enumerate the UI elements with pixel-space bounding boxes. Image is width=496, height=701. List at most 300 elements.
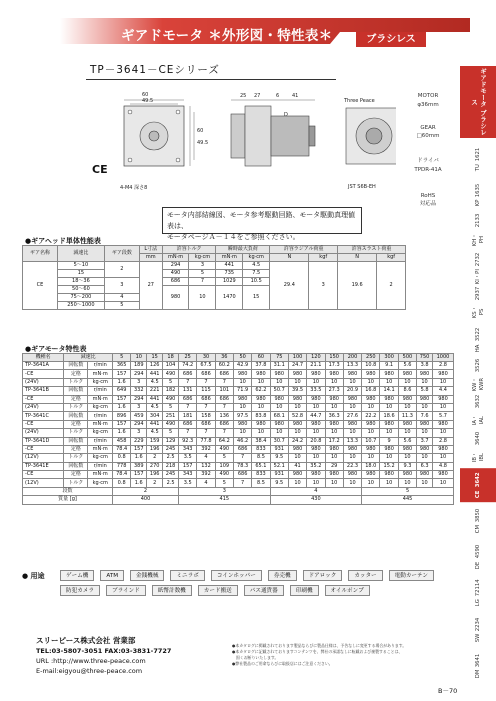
mt-value: 686 (179, 370, 197, 378)
mt-value: 10 (307, 479, 325, 487)
gh-tkg: 7 (189, 278, 216, 286)
gh-h-stage: ギア段数 (104, 246, 139, 262)
mt-value: 980 (433, 471, 454, 479)
gh-thrust-n: 19.6 (338, 262, 377, 310)
mt-row-label: トルク (64, 479, 88, 487)
mt-row-label: トルク (64, 454, 88, 462)
mt-row-label: 定格 (64, 445, 88, 453)
gh-u-kgf1: kgf (309, 254, 338, 262)
mt-masses-value: 400 (113, 496, 179, 504)
gh-tnm: 686 (162, 278, 189, 286)
mt-ratio: 75 (270, 354, 288, 362)
index-tabs (460, 66, 496, 681)
footer (36, 636, 171, 676)
mt-value: 980 (288, 445, 306, 453)
company-tel: TEL:03-5807-3051 FAX:03-3831-7727 (36, 647, 172, 655)
mt-value: 7 (215, 403, 233, 411)
mt-value: 42.9 (233, 362, 251, 370)
gh-u-n2: N (338, 254, 377, 262)
gh-tkg: 3 (189, 262, 216, 270)
tab-label: KP (475, 200, 481, 207)
tab-ib-ibl[interactable] (460, 432, 496, 466)
mt-value: 10 (252, 378, 270, 386)
mt-row-label: トルク (64, 378, 88, 386)
mt-value: 14.1 (380, 387, 398, 395)
mt-value: 52.8 (288, 412, 306, 420)
tab-ha[interactable] (460, 323, 496, 357)
gh-inm: 735 (216, 270, 243, 278)
page-title: ギアドモータ ＊外形図・特性表＊ (121, 28, 333, 44)
mt-value: 490 (215, 445, 233, 453)
mt-value: 980 (233, 370, 251, 378)
mt-value: 980 (325, 445, 343, 453)
mt-value: 980 (417, 370, 433, 378)
mt-value: 10 (288, 479, 306, 487)
reference-note (162, 207, 362, 241)
mt-value: 10 (362, 403, 380, 411)
mt-value: 17.3 (325, 362, 343, 370)
mt-value: 980 (433, 445, 454, 453)
mt-value: 10 (433, 429, 454, 437)
tab-header: ギアドモータ ブラシレス (460, 66, 496, 138)
mt-value: 490 (163, 395, 179, 403)
footnotes (232, 643, 457, 667)
mt-value: 980 (270, 370, 288, 378)
footnote: 固くお断りいたします。 (232, 655, 279, 660)
tab-cm[interactable] (460, 504, 496, 538)
use-chip: ゲーム機 (60, 570, 94, 581)
dim-b: 27 (254, 93, 261, 99)
tab-label: DM (475, 669, 481, 679)
tab-ce[interactable] (460, 468, 496, 502)
mt-value: 9.1 (380, 362, 398, 370)
mt-value: 101 (215, 387, 233, 395)
dim-d: 41 (292, 93, 299, 99)
mt-value: 60.2 (215, 362, 233, 370)
mt-value: 8.5 (252, 454, 270, 462)
mt-value: 37.8 (252, 362, 270, 370)
gh-ratio: 18～36 (57, 278, 104, 286)
note-line2: モータページＡ－１４をご参照ください。 (167, 233, 300, 241)
mt-value: 39.5 (288, 387, 306, 395)
tab-label: IA・IAL (472, 415, 485, 426)
mt-value: 62.2 (252, 387, 270, 395)
mt-value: 649 (113, 387, 131, 395)
mt-value: 181 (179, 412, 197, 420)
gh-ratio: 50～60 (57, 286, 104, 294)
tab-kp[interactable] (460, 178, 496, 212)
tab-lg[interactable] (460, 576, 496, 610)
mt-value: 10 (288, 378, 306, 386)
mt-value: 10 (433, 403, 454, 411)
mt-value: 980 (270, 395, 288, 403)
mt-value: 980 (307, 370, 325, 378)
header-banner (0, 10, 470, 46)
mt-value: 7 (197, 403, 215, 411)
mt-value: 126 (147, 362, 163, 370)
dim-c: 6 (276, 93, 280, 99)
gh-inm: 441 (216, 262, 243, 270)
rohs-line2: 対応品 (419, 201, 437, 207)
mt-value: 10 (270, 429, 288, 437)
dim-sq: 60 (197, 128, 204, 134)
mt-value: 9 (380, 437, 398, 445)
mt-value: 10 (252, 403, 270, 411)
mt-value: 980 (233, 395, 251, 403)
mt-row-unit: kg·cm (88, 378, 113, 386)
mt-value: 20.9 (343, 387, 361, 395)
mt-value: 7 (179, 378, 197, 386)
tab-label: LG (475, 599, 481, 607)
tab-ia-ial[interactable] (460, 395, 496, 429)
mt-value: 196 (147, 445, 163, 453)
mt-value: 129 (163, 437, 179, 445)
mt-value: 78.3 (233, 462, 251, 470)
tab-tu[interactable] (460, 142, 496, 176)
mt-value: 10 (343, 429, 361, 437)
mt-row-label: 回転数 (64, 437, 88, 445)
mt-value: 92.3 (179, 437, 197, 445)
maker-label: Three Peace (344, 98, 375, 104)
mt-masses-value: 445 (362, 496, 454, 504)
tab-label: SW (475, 633, 481, 643)
gh-ikg: 7.5 (243, 270, 270, 278)
mt-value: 78.4 (113, 471, 131, 479)
mt-value: 35.2 (307, 462, 325, 470)
mt-value: 10 (343, 479, 361, 487)
mt-value: 980 (288, 370, 306, 378)
mt-value: 980 (433, 395, 454, 403)
mt-value: 294 (131, 395, 147, 403)
mt-model-name: (12V) (23, 479, 64, 487)
mt-value: 3.5 (179, 479, 197, 487)
uses-title: ● 用途 (22, 572, 45, 580)
mt-value: 980 (288, 471, 306, 479)
gh-tkg: 10 (189, 286, 216, 310)
gh-ratio: 5～10 (57, 262, 104, 270)
drawing-svg (86, 92, 396, 194)
mt-value: 980 (362, 445, 380, 453)
mt-model-name: TP-3641E (23, 462, 64, 470)
mt-value: 5.6 (398, 437, 416, 445)
tab-label: KI・PI (475, 268, 481, 284)
mt-value: 159 (147, 437, 163, 445)
mt-ratio: 1000 (433, 354, 454, 362)
tab-page: 3850 (475, 508, 481, 523)
mt-value: 980 (417, 420, 433, 428)
tab-ks-ps[interactable] (460, 287, 496, 321)
mt-value: 10 (433, 479, 454, 487)
mt-value: 2.5 (163, 454, 179, 462)
mt-ratio: 150 (325, 354, 343, 362)
mt-value: 71.9 (233, 387, 251, 395)
mt-value: 1.6 (131, 479, 147, 487)
mt-value: 109 (215, 462, 233, 470)
mt-value: 64.2 (215, 437, 233, 445)
mt-value: 10 (325, 454, 343, 462)
mt-value: 980 (398, 445, 416, 453)
mt-value: 458 (113, 437, 131, 445)
mt-value: 10 (252, 429, 270, 437)
tab-page: 4590 (475, 545, 481, 559)
tab-label: KH・PH (472, 233, 485, 247)
mt-model-name: TP-3641C (23, 412, 64, 420)
mt-model-name: TP-3641D (23, 437, 64, 445)
mt-row-label: 定格 (64, 471, 88, 479)
gh-u-n1: N (270, 254, 309, 262)
mt-value: 10 (417, 429, 433, 437)
gh-h-radial: 許容ラジアル荷重 (270, 246, 338, 254)
mt-value: 10 (288, 429, 306, 437)
mt-value: 441 (147, 420, 163, 428)
use-chip: ブラインド (106, 585, 146, 596)
mt-value: 10 (417, 403, 433, 411)
mt-value: 17.2 (325, 437, 343, 445)
mt-value: 24.7 (288, 362, 306, 370)
mt-value: 332 (131, 387, 147, 395)
mt-value: 980 (307, 420, 325, 428)
mt-value: 980 (380, 445, 398, 453)
mt-value: 270 (147, 462, 163, 470)
mt-value: 980 (325, 395, 343, 403)
mt-value: 245 (163, 445, 179, 453)
mt-value: 980 (343, 420, 361, 428)
mt-value: 9.3 (398, 462, 416, 470)
outline-drawing (86, 92, 396, 194)
mt-value: 5 (215, 454, 233, 462)
tab-page: 3522 (475, 328, 481, 342)
mt-row-unit: r/min (88, 387, 113, 395)
mt-value: 65.1 (252, 462, 270, 470)
mt-row-unit: r/min (88, 362, 113, 370)
mt-model-name: -CE (23, 370, 64, 378)
mt-value: 10 (288, 454, 306, 462)
mt-value: 7 (233, 454, 251, 462)
mt-value: 27.6 (343, 412, 361, 420)
mt-value: 980 (398, 420, 416, 428)
mt-ratio: 120 (307, 354, 325, 362)
mt-value: 10 (398, 454, 416, 462)
use-chip: 電動カーテン (389, 570, 434, 581)
mt-ratio: 25 (179, 354, 197, 362)
footnote: ●弊社製品のご用命ならびに取扱店にはご注意ください。 (232, 661, 333, 666)
mt-value: 29 (325, 462, 343, 470)
mt-value: 980 (252, 420, 270, 428)
series-title: TP－3641－CEシリーズ (90, 64, 220, 76)
mt-value: 980 (343, 471, 361, 479)
mt-value: 686 (215, 370, 233, 378)
mt-value: 251 (163, 412, 179, 420)
mt-value: 980 (433, 370, 454, 378)
use-chip: 防犯カメラ (60, 585, 100, 596)
mt-value: 686 (197, 370, 215, 378)
mt-value: 1.6 (113, 378, 131, 386)
mt-stages-value: 5 (362, 487, 454, 495)
mt-value: 980 (343, 370, 361, 378)
mt-value: 980 (307, 445, 325, 453)
mt-value: 11.3 (398, 412, 416, 420)
use-chip: パス通貨器 (244, 585, 284, 596)
mt-value: 4.4 (433, 387, 454, 395)
mt-value: 980 (380, 471, 398, 479)
tab-de[interactable] (460, 540, 496, 574)
gh-stage: 2 (104, 262, 139, 278)
driver-title: ドライバ (417, 158, 439, 164)
dim-top1: 60 (142, 92, 149, 98)
mt-value: 343 (179, 445, 197, 453)
mt-ratio: 36 (215, 354, 233, 362)
tab-label: CM (475, 525, 481, 534)
gh-tnm: 490 (162, 270, 189, 278)
mt-row-label: トルク (64, 429, 88, 437)
gh-u-kg2: kg·cm (243, 254, 270, 262)
tab-sw[interactable] (460, 613, 496, 647)
mt-ratio: 30 (197, 354, 215, 362)
mt-value: 10 (433, 454, 454, 462)
mt-value: 157 (113, 395, 131, 403)
mt-value: 365 (113, 362, 131, 370)
mt-row-unit: r/min (88, 412, 113, 420)
mt-value: 10 (380, 403, 398, 411)
company-url[interactable]: URL :http://www.three-peace.com (36, 657, 146, 665)
gh-tkg: 5 (189, 270, 216, 278)
mt-ratio: 15 (147, 354, 163, 362)
mt-value: 68.1 (270, 412, 288, 420)
tab-kh-ph[interactable] (460, 214, 496, 248)
gearhead-title: ●ギアヘッド単体性能表 (25, 237, 101, 245)
mt-value: 5.8 (417, 387, 433, 395)
mt-value: 132 (197, 462, 215, 470)
mt-value: 13.3 (343, 437, 361, 445)
mt-value: 389 (131, 462, 147, 470)
mt-value: 686 (179, 420, 197, 428)
mt-value: 10 (398, 429, 416, 437)
mt-value: 16.8 (362, 387, 380, 395)
use-chip: 金銭機械 (130, 570, 164, 581)
mt-value: 980 (380, 420, 398, 428)
tab-ki-pi[interactable] (460, 251, 496, 285)
mt-value: 10 (233, 429, 251, 437)
gh-tnm: 294 (162, 262, 189, 270)
mt-model-name: -CE (23, 445, 64, 453)
mt-value: 20.8 (307, 437, 325, 445)
mt-value: 833 (252, 471, 270, 479)
mt-value: 931 (270, 445, 288, 453)
mt-value: 13.3 (343, 362, 361, 370)
dim-top2: 49.5 (142, 98, 154, 104)
dim-side1: 49.5 (197, 140, 209, 146)
mt-value: 2.5 (163, 479, 179, 487)
gh-h-instant: 瞬時最大負荷 (216, 246, 270, 254)
mt-value: 157 (131, 471, 147, 479)
mt-value: 22.2 (362, 412, 380, 420)
tab-page: 3632 (475, 395, 481, 409)
tab-page: 2133 (475, 214, 481, 228)
mt-value: 5 (163, 378, 179, 386)
mt-value: 980 (398, 370, 416, 378)
mt-value: 833 (252, 445, 270, 453)
tab-kw-kwr[interactable] (460, 359, 496, 393)
mt-ratio: 18 (163, 354, 179, 362)
mt-value: 980 (362, 395, 380, 403)
motor-title: MOTOR (417, 93, 439, 99)
mt-value: 189 (131, 362, 147, 370)
mt-value: 980 (398, 395, 416, 403)
mt-ratio: 10 (131, 354, 147, 362)
gh-radial-kgf: 3 (309, 262, 338, 310)
mt-value: 490 (215, 471, 233, 479)
mt-value: 980 (380, 395, 398, 403)
mt-value: 3.5 (179, 454, 197, 462)
mt-value: 931 (270, 471, 288, 479)
gear-title: GEAR (420, 125, 436, 131)
mt-value: 10 (362, 454, 380, 462)
mt-value: 7 (197, 429, 215, 437)
mt-value: 2.8 (433, 362, 454, 370)
mt-value: 980 (252, 395, 270, 403)
tab-page: 72114 (475, 580, 481, 597)
mt-value: 10 (233, 378, 251, 386)
mt-value: 7 (179, 429, 197, 437)
mt-stages-value: 4 (270, 487, 362, 495)
mt-value: 0.8 (113, 454, 131, 462)
use-chip: 紙幣計数機 (152, 585, 192, 596)
mt-value: 221 (147, 387, 163, 395)
use-chip: ドアロック (303, 570, 343, 581)
mt-value: 980 (325, 420, 343, 428)
mt-row-unit: mN·m (88, 445, 113, 453)
mt-value: 7.6 (417, 412, 433, 420)
tab-label: IB・IBL (472, 451, 485, 463)
mt-value: 294 (131, 420, 147, 428)
mt-ratio: 5 (113, 354, 131, 362)
mt-value: 490 (163, 420, 179, 428)
mt-value: 136 (215, 412, 233, 420)
mt-value: 104 (163, 362, 179, 370)
mt-value: 10 (325, 479, 343, 487)
tab-dm[interactable] (460, 649, 496, 683)
mt-value: 3.7 (417, 437, 433, 445)
tab-page: 2732 (475, 251, 481, 266)
mt-stages-value: 2 (113, 487, 179, 495)
mt-value: 896 (113, 412, 131, 420)
mt-value: 157 (131, 445, 147, 453)
mt-ratio: 60 (252, 354, 270, 362)
mt-value: 50.7 (270, 387, 288, 395)
mt-ratio: 50 (233, 354, 251, 362)
gh-inm: 1470 (216, 286, 243, 310)
mt-value: 5.7 (433, 412, 454, 420)
mt-value: 3.8 (417, 362, 433, 370)
mt-value: 304 (147, 412, 163, 420)
tab-page: 3641 (475, 653, 481, 667)
mt-value: 686 (215, 395, 233, 403)
gearhead-table (22, 245, 406, 310)
gh-u-nm1: mN·m (162, 254, 189, 262)
gh-ratio: 15 (57, 270, 104, 278)
company-email[interactable]: E-mail:eigyou@three-peace.com (36, 667, 143, 675)
mt-model-name: (12V) (23, 454, 64, 462)
mt-value: 77.8 (197, 437, 215, 445)
mt-value: 10 (362, 378, 380, 386)
mt-value: 10 (307, 454, 325, 462)
tab-label: DE (475, 561, 481, 570)
mt-value: 21.1 (307, 362, 325, 370)
tab-page: 3642 (475, 472, 481, 488)
mt-row-label: トルク (64, 403, 88, 411)
mt-value: 30.7 (270, 437, 288, 445)
mt-value: 10 (325, 403, 343, 411)
